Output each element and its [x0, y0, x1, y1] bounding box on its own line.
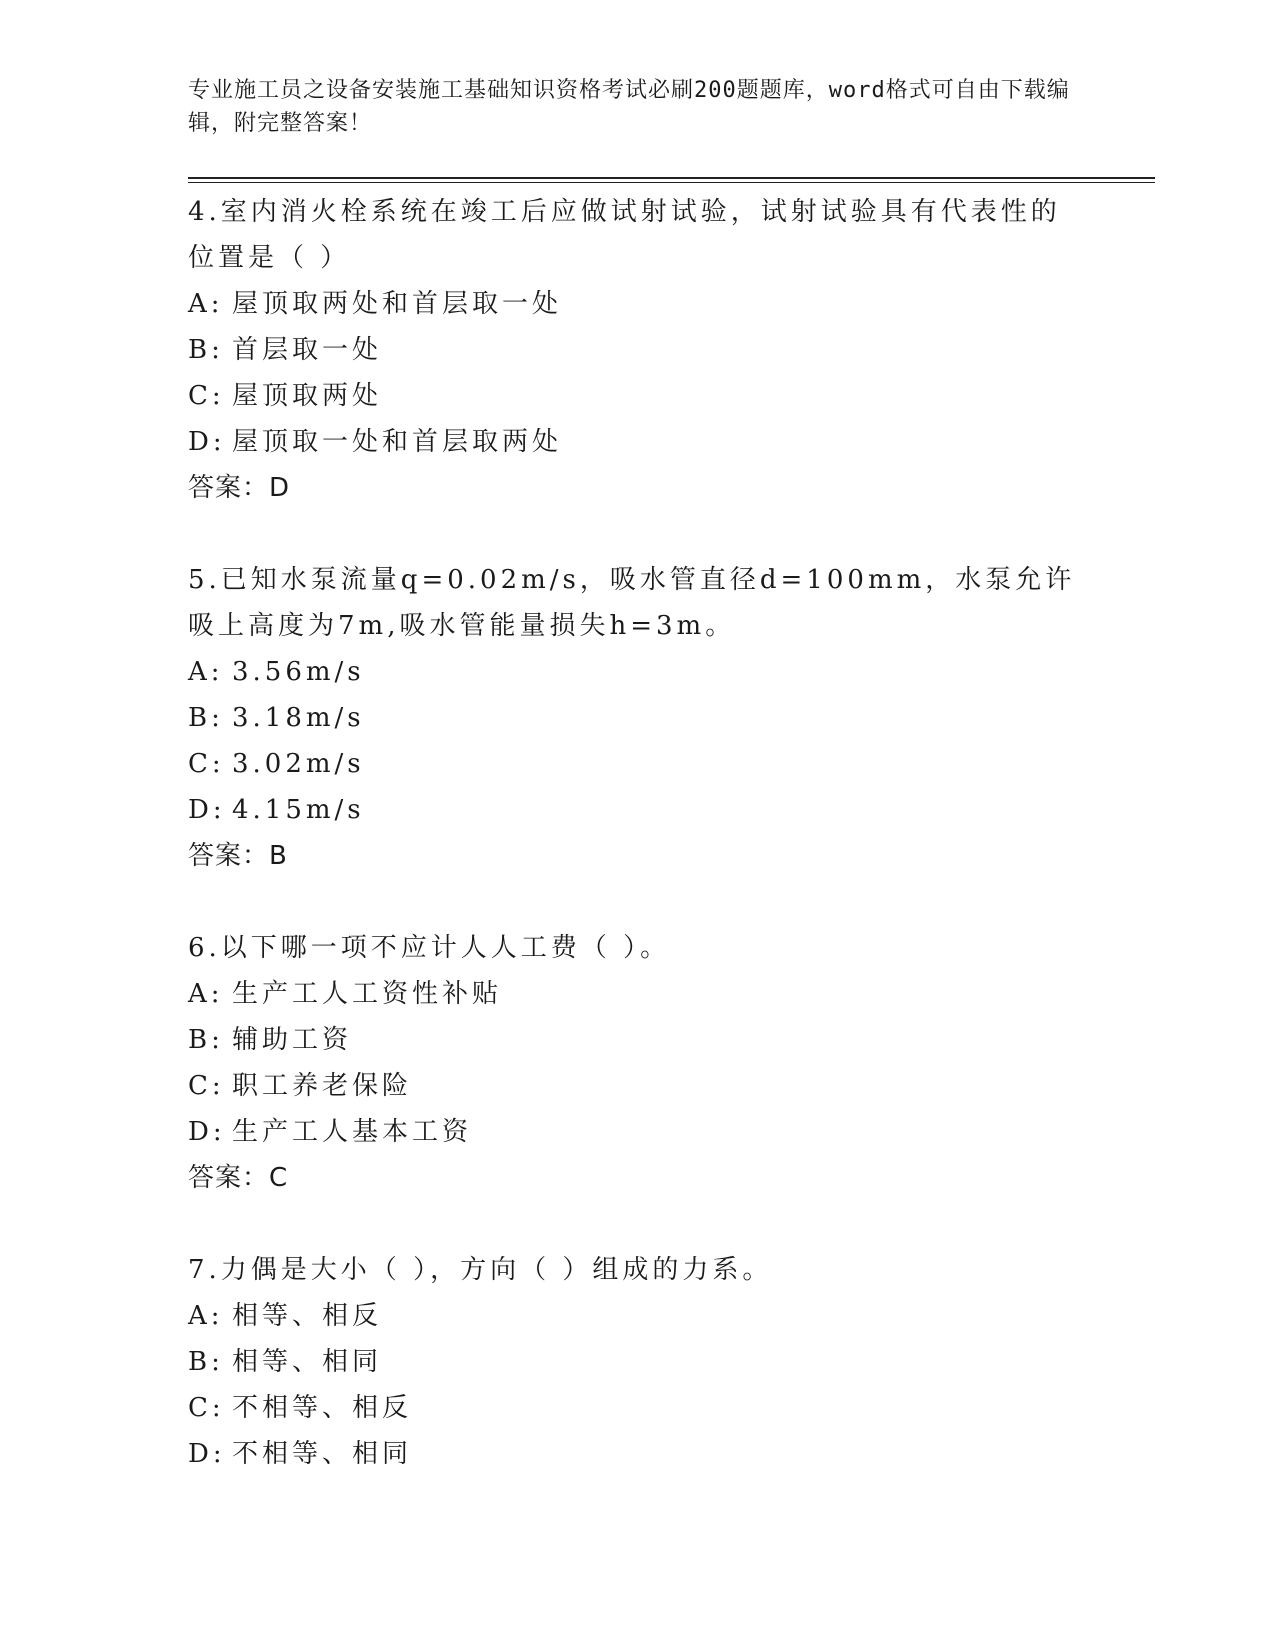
option-text: 屋顶取一处和首层取两处 — [232, 427, 563, 457]
option-text: 生产工人工资性补贴 — [232, 979, 503, 1009]
option-c — [188, 741, 1088, 787]
option-letter: A: — [188, 1301, 224, 1331]
option-letter: B: — [188, 1347, 224, 1377]
option-a — [188, 971, 1088, 1017]
option-text: 相等、相同 — [232, 1347, 383, 1377]
option-letter: A: — [188, 289, 224, 319]
question-stem: 4.室内消火栓系统在竣工后应做试射试验，试射试验具有代表性的位置是（ ） — [188, 197, 1061, 273]
option-a — [188, 1293, 1088, 1339]
option-letter: C: — [188, 1071, 225, 1101]
question-stem: 5.已知水泵流量q=0.02m/s，吸水管直径d=100mm，水泵允许吸上高度为7m,吸水管能量损失h=3m。 — [188, 565, 1076, 641]
option-b — [188, 327, 1088, 373]
option-text: 首层取一处 — [232, 335, 383, 365]
question-list — [188, 189, 1088, 1523]
option-text: 4.15m/s — [232, 795, 365, 825]
document-header — [188, 74, 1088, 140]
option-text: 3.56m/s — [232, 657, 365, 687]
option-letter: D: — [188, 1439, 226, 1469]
option-a — [188, 281, 1088, 327]
option-b — [188, 1339, 1088, 1385]
header-divider-thin — [188, 182, 1155, 183]
option-letter: B: — [188, 703, 224, 733]
option-letter: A: — [188, 657, 224, 687]
option-a — [188, 649, 1088, 695]
question-7 — [188, 1247, 1088, 1477]
option-letter: C: — [188, 381, 225, 411]
option-c — [188, 1063, 1088, 1109]
option-text: 屋顶取两处 — [232, 381, 383, 411]
option-letter: C: — [188, 1393, 225, 1423]
option-text: 3.18m/s — [232, 703, 365, 733]
option-text: 生产工人基本工资 — [232, 1117, 473, 1147]
option-b — [188, 1017, 1088, 1063]
question-stem: 6.以下哪一项不应计人人工费（ ）。 — [188, 933, 671, 963]
option-letter: A: — [188, 979, 224, 1009]
option-text: 辅助工资 — [232, 1025, 353, 1055]
question-6 — [188, 925, 1088, 1201]
option-letter: B: — [188, 1025, 224, 1055]
option-text: 职工养老保险 — [232, 1071, 413, 1101]
option-text: 相等、相反 — [232, 1301, 383, 1331]
option-c — [188, 1385, 1088, 1431]
option-d — [188, 1109, 1088, 1155]
answer-line: 答案：C — [188, 1163, 289, 1193]
option-text: 屋顶取两处和首层取一处 — [232, 289, 563, 319]
option-letter: D: — [188, 795, 226, 825]
question-stem: 7.力偶是大小（ ），方向（ ）组成的力系。 — [188, 1255, 773, 1285]
option-b — [188, 695, 1088, 741]
answer-line: 答案：D — [188, 473, 291, 503]
option-c — [188, 373, 1088, 419]
answer-line: 答案：B — [188, 841, 288, 871]
option-text: 不相等、相反 — [232, 1393, 413, 1423]
header-divider-thick — [188, 177, 1155, 179]
option-letter: C: — [188, 749, 225, 779]
option-d — [188, 1431, 1088, 1477]
option-letter: D: — [188, 1117, 226, 1147]
option-d — [188, 787, 1088, 833]
option-letter: B: — [188, 335, 224, 365]
question-4 — [188, 189, 1088, 511]
option-letter: D: — [188, 427, 226, 457]
option-text: 不相等、相同 — [232, 1439, 413, 1469]
question-5 — [188, 557, 1088, 879]
option-text: 3.02m/s — [232, 749, 365, 779]
document-title: 专业施工员之设备安装施工基础知识资格考试必刷200题题库，word格式可自由下载编辑，附完整答案！ — [188, 78, 1070, 136]
option-d — [188, 419, 1088, 465]
